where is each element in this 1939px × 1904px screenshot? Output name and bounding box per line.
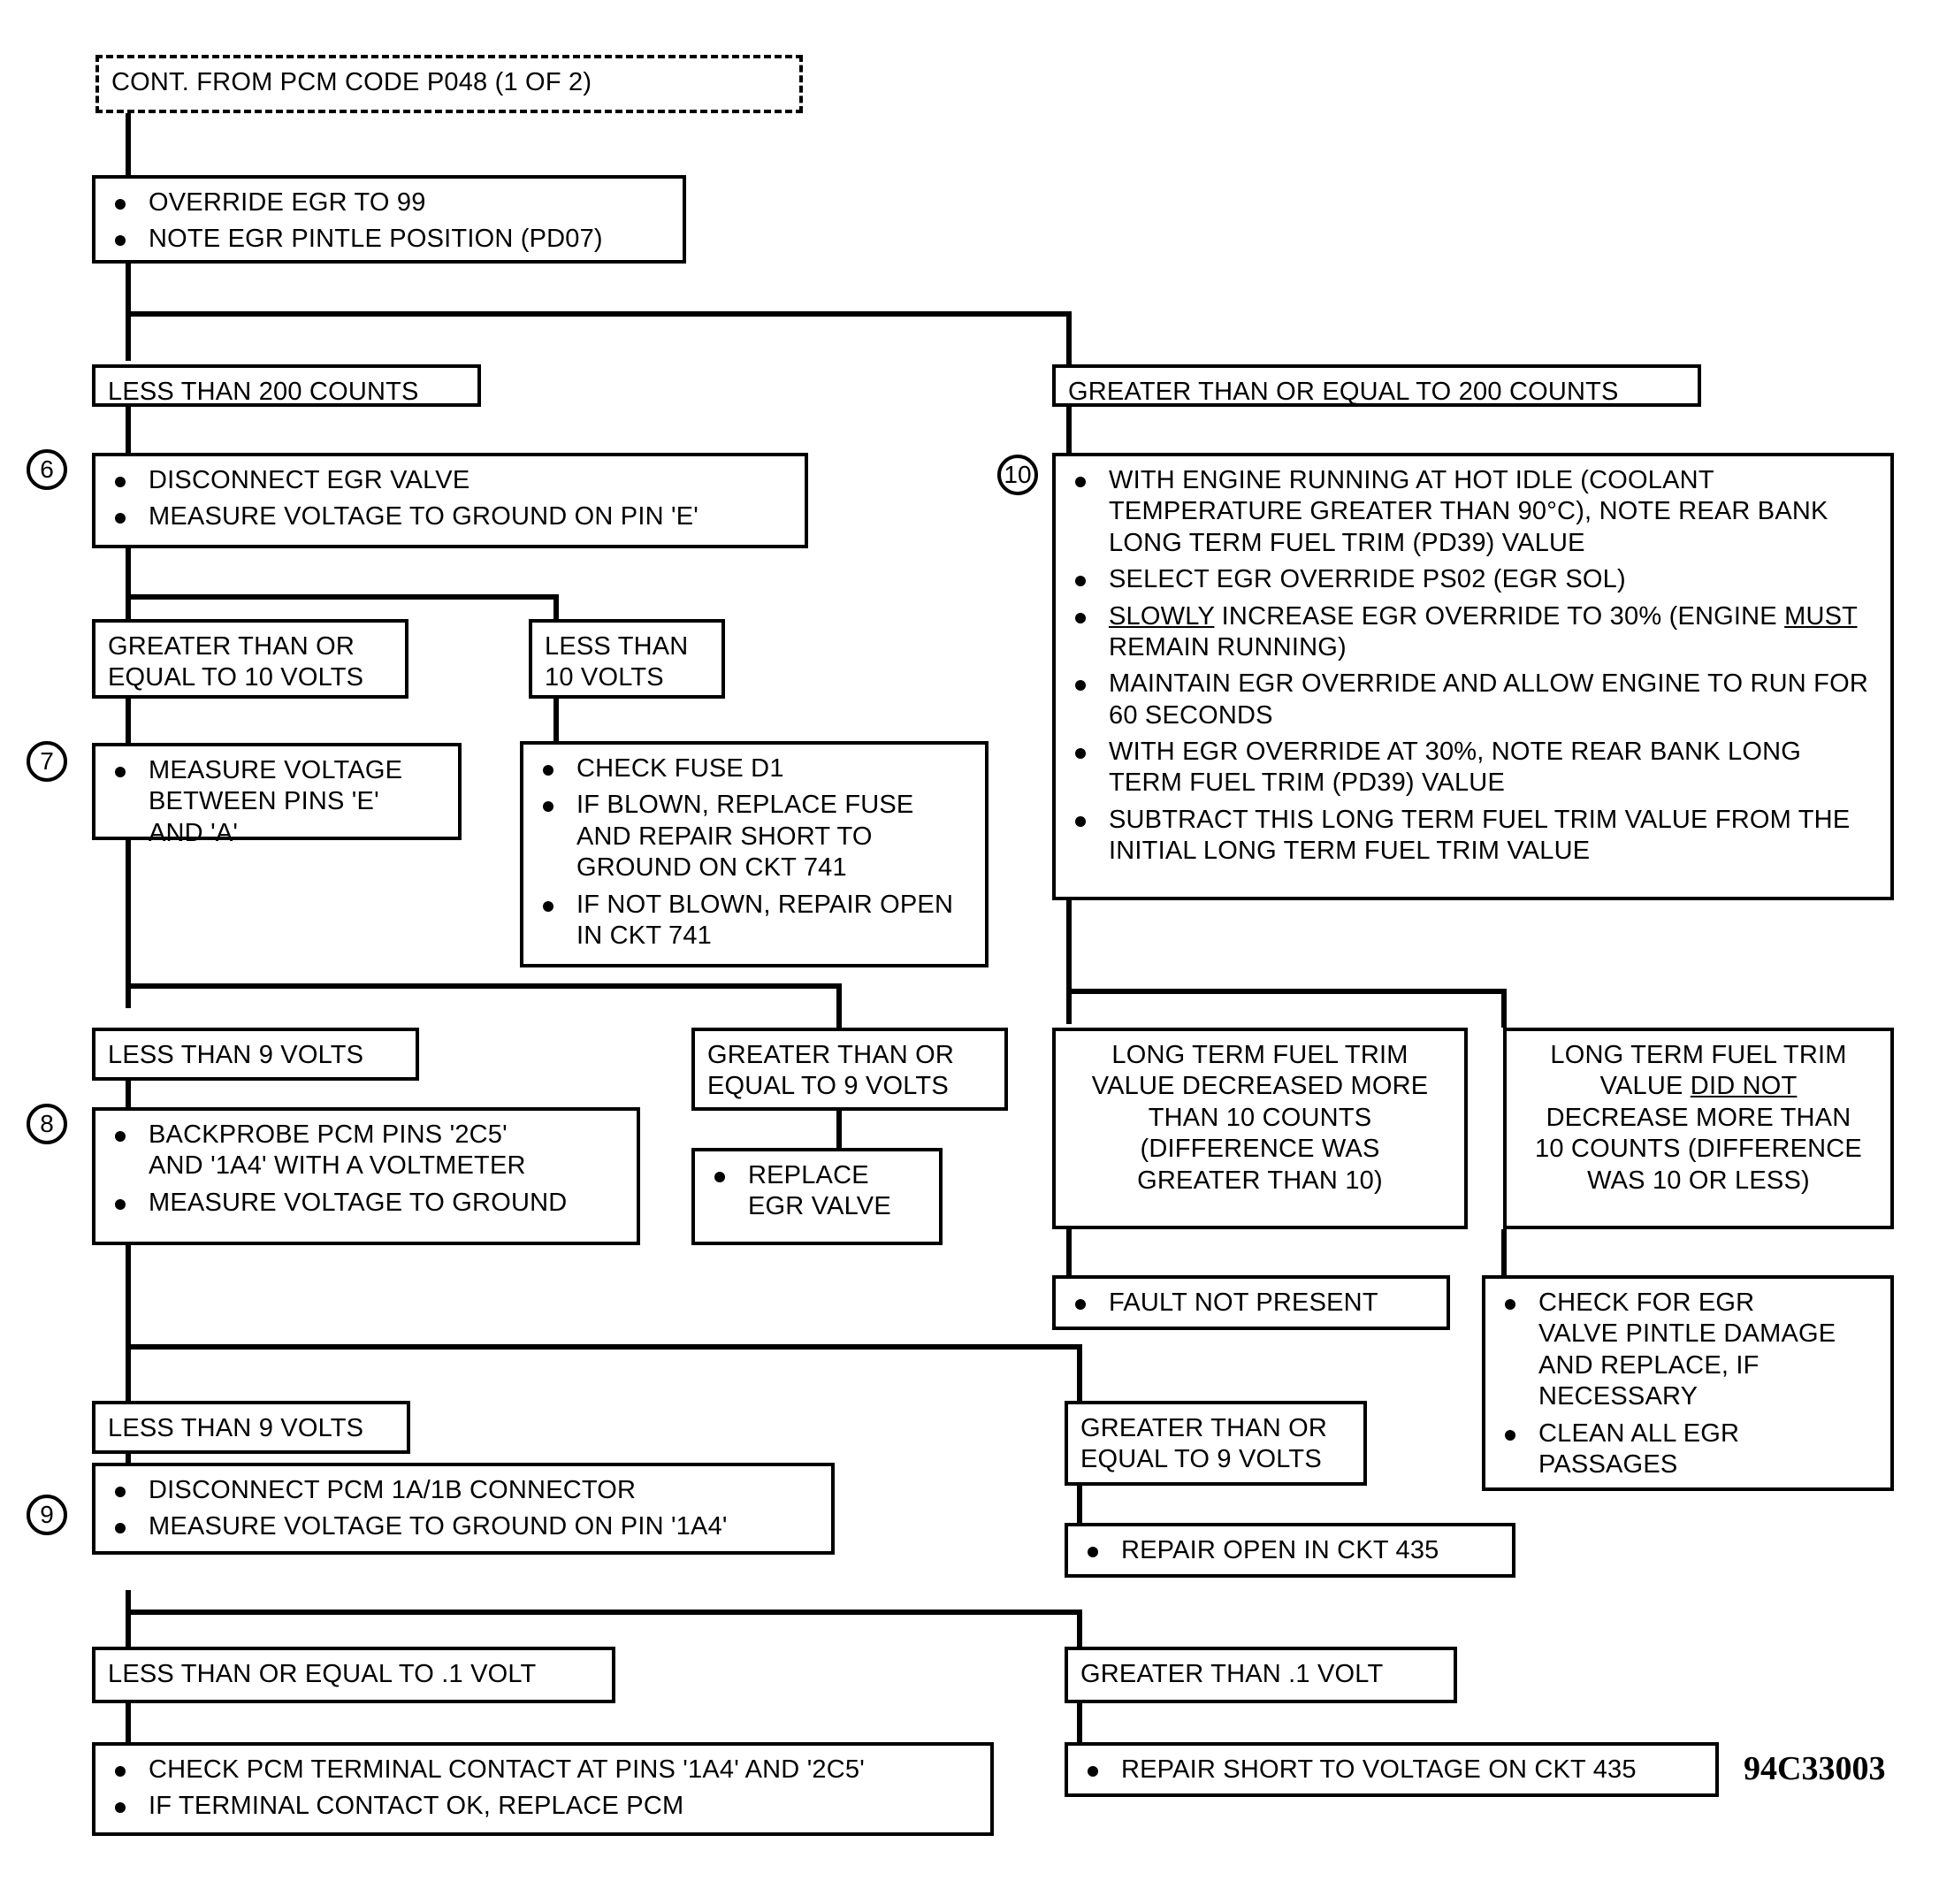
bullet-item [707, 1160, 927, 1223]
node-ltft-not-decreased [1503, 1028, 1894, 1229]
connector-line [126, 407, 131, 453]
bullet-item: REPAIR SHORT TO VOLTAGE ON CKT 435 [1080, 1755, 1703, 1785]
figure-code: 94C33003 [1744, 1750, 1886, 1787]
step-marker-10: 10 [997, 455, 1038, 495]
connector-line [836, 983, 842, 1028]
node-ltft-decreased [1052, 1028, 1468, 1229]
node-less-than-9-volts-b [92, 1401, 410, 1454]
node-text: VALUE DECREASED MORE [1091, 1072, 1429, 1101]
connector-line [1077, 1703, 1082, 1742]
step-marker-6: 6 [27, 449, 67, 490]
node-text: EQUAL TO 9 VOLTS [1080, 1445, 1322, 1474]
connector-line [1066, 1229, 1072, 1275]
bullet-item: MEASURE VOLTAGE TO GROUND [108, 1188, 624, 1219]
node-less-than-10-volts [529, 619, 725, 699]
bullet-item: NOTE EGR PINTLE POSITION (PD07) [108, 224, 670, 255]
node-text: LESS THAN [545, 632, 689, 661]
step-marker-9: 9 [27, 1495, 67, 1535]
bullet-text: VALVE PINTLE DAMAGE [1538, 1319, 1836, 1349]
node-text: GREATER THAN OR [108, 632, 355, 661]
node-text: GREATER THAN OR [707, 1041, 955, 1069]
node-text: GREATER THAN 10) [1137, 1166, 1383, 1195]
node-text: GREATER THAN OR EQUAL TO 200 COUNTS [1068, 378, 1619, 406]
step-marker-7: 7 [27, 741, 67, 782]
node-text: CONT. FROM PCM CODE P048 (1 OF 2) [111, 68, 592, 96]
node-less-than-200-counts [92, 364, 481, 407]
bullet-item: MAINTAIN EGR OVERRIDE AND ALLOW ENGINE TO RUN FOR 60 SECONDS [1068, 669, 1878, 731]
bullet-text: INCREASE EGR OVERRIDE TO 30% (ENGINE [1214, 601, 1785, 631]
node-text: LESS THAN 200 COUNTS [108, 378, 419, 406]
bullet-item: IF BLOWN, REPLACE FUSE AND REPAIR SHORT TO GROUND ON CKT 741 [536, 790, 973, 883]
node-text: LESS THAN OR EQUAL TO .1 VOLT [108, 1660, 537, 1688]
node-replace-egr-valve [691, 1148, 943, 1245]
bullet-text: REPLACE [748, 1161, 869, 1189]
node-override-egr [92, 175, 686, 264]
bullet-item: DISCONNECT EGR VALVE [108, 465, 792, 496]
step-marker-8: 8 [27, 1104, 67, 1144]
bullet-text: CHECK FOR EGR [1538, 1288, 1755, 1317]
node-less-than-9-volts-a [92, 1028, 419, 1081]
bullet-item [1498, 1288, 1878, 1413]
bullet-item: SUBTRACT THIS LONG TERM FUEL TRIM VALUE FROM THE INITIAL LONG TERM FUEL TRIM VALUE [1068, 805, 1878, 868]
bullet-text: CLEAN ALL EGR [1538, 1418, 1740, 1448]
connector-line [126, 1610, 1082, 1615]
bullet-item: REPAIR OPEN IN CKT 435 [1080, 1535, 1500, 1566]
node-text: LONG TERM FUEL TRIM [1550, 1041, 1847, 1069]
node-repair-short-ckt-435 [1065, 1742, 1719, 1797]
bullet-item: CHECK FUSE D1 [536, 753, 973, 784]
node-text: WAS 10 OR LESS) [1587, 1166, 1810, 1195]
connector-line [1066, 900, 1072, 1024]
bullet-item: OVERRIDE EGR TO 99 [108, 187, 670, 218]
bullet-item: WITH EGR OVERRIDE AT 30%, NOTE REAR BANK LONG TERM FUEL TRIM (PD39) VALUE [1068, 737, 1878, 799]
bullet-text: AND 'A' [149, 818, 239, 847]
connector-line [126, 983, 842, 989]
bullet-text: PASSAGES [1538, 1449, 1678, 1479]
bullet-text: AND REPLACE, IF [1538, 1350, 1760, 1380]
node-gte-9-volts-b [1065, 1401, 1367, 1486]
connector-line [126, 594, 559, 600]
bullet-text: EGR VALVE [748, 1192, 891, 1221]
node-text: 10 VOLTS [545, 663, 664, 692]
node-gte-200-counts [1052, 364, 1701, 407]
node-text: THAN 10 COUNTS [1148, 1103, 1372, 1132]
bullet-item: CHECK PCM TERMINAL CONTACT AT PINS '1A4' AND '2C5' [108, 1755, 978, 1785]
node-text: 10 COUNTS (DIFFERENCE [1535, 1135, 1862, 1164]
connector-line [126, 1245, 131, 1413]
connector-line [553, 594, 559, 619]
emphasis-did-not: DID NOT [1690, 1072, 1798, 1101]
bullet-item: MEASURE VOLTAGE TO GROUND ON PIN '1A4' [108, 1511, 819, 1542]
bullet-text: BETWEEN PINS 'E' [149, 787, 379, 816]
bullet-item: DISCONNECT PCM 1A/1B CONNECTOR [108, 1475, 819, 1506]
node-final-check-pcm-terminal [92, 1742, 994, 1836]
connector-line [126, 699, 131, 743]
node-text: GREATER THAN .1 VOLT [1080, 1660, 1384, 1688]
bullet-item [108, 755, 446, 849]
connector-line [1066, 407, 1072, 453]
connector-line [1066, 989, 1507, 994]
node-check-fuse-d1 [520, 741, 989, 967]
node-step8-backprobe-pcm-pins [92, 1107, 640, 1245]
bullet-item: IF NOT BLOWN, REPAIR OPEN IN CKT 741 [536, 890, 973, 952]
connector-line [126, 113, 131, 175]
node-gte-9-volts-a [691, 1028, 1008, 1111]
bullet-item [108, 1120, 624, 1182]
connector-line [126, 548, 131, 619]
node-check-pintle-damage [1482, 1275, 1894, 1491]
node-step7-measure-voltage-pins [92, 743, 462, 847]
connector-line [126, 1703, 131, 1742]
bullet-text: AND '1A4' WITH A VOLTMETER [149, 1151, 526, 1181]
node-step10-fuel-trim-test [1052, 453, 1894, 900]
bullet-text: REMAIN RUNNING) [1109, 632, 1347, 661]
bullet-text: MEASURE VOLTAGE [149, 756, 403, 784]
bullet-text: BACKPROBE PCM PINS '2C5' [149, 1120, 508, 1149]
node-step6-disconnect-egr-valve [92, 453, 808, 548]
bullet-item: IF TERMINAL CONTACT OK, REPLACE PCM [108, 1791, 978, 1822]
connector-line [1501, 1229, 1507, 1275]
node-text: LESS THAN 9 VOLTS [108, 1041, 364, 1069]
node-text: EQUAL TO 9 VOLTS [707, 1072, 949, 1101]
node-fault-not-present [1052, 1275, 1450, 1330]
node-step9-disconnect-pcm-connector [92, 1463, 835, 1555]
connector-line [1077, 1610, 1082, 1652]
connector-line [1066, 311, 1072, 364]
connector-line [1077, 1344, 1082, 1401]
node-text: LONG TERM FUEL TRIM [1111, 1041, 1408, 1069]
connector-line [126, 311, 1072, 317]
emphasis-must: MUST [1784, 601, 1858, 631]
node-text: LESS THAN 9 VOLTS [108, 1414, 364, 1442]
node-repair-open-ckt-435 [1065, 1523, 1515, 1578]
bullet-text: NECESSARY [1538, 1382, 1699, 1411]
node-gt-point-1-volt [1065, 1647, 1457, 1703]
bullet-item: WITH ENGINE RUNNING AT HOT IDLE (COOLANT TEMPERATURE GREATER THAN 90°C), NOTE REAR BANK LONG TERM FUEL TRIM (PD39) VALUE [1068, 465, 1878, 559]
node-text: (DIFFERENCE WAS [1140, 1135, 1380, 1164]
node-text: GREATER THAN OR [1080, 1414, 1328, 1442]
emphasis-slowly: SLOWLY [1109, 601, 1215, 631]
node-lte-point-1-volt [92, 1647, 615, 1703]
node-text: DECREASE MORE THAN [1546, 1103, 1851, 1132]
connector-line [1501, 989, 1507, 1028]
bullet-item: MEASURE VOLTAGE TO GROUND ON PIN 'E' [108, 501, 792, 532]
node-text: EQUAL TO 10 VOLTS [108, 663, 364, 692]
node-gte-10-volts [92, 619, 408, 699]
bullet-item [1498, 1418, 1878, 1481]
connector-line [553, 692, 559, 741]
node-cont-from-pcm-code [95, 55, 803, 113]
connector-line [126, 1344, 1082, 1350]
node-text-part: VALUE [1599, 1072, 1691, 1101]
node-text [1519, 1071, 1878, 1102]
bullet-item [1068, 601, 1878, 664]
bullet-item: SELECT EGR OVERRIDE PS02 (EGR SOL) [1068, 564, 1878, 595]
bullet-item: FAULT NOT PRESENT [1068, 1288, 1434, 1319]
